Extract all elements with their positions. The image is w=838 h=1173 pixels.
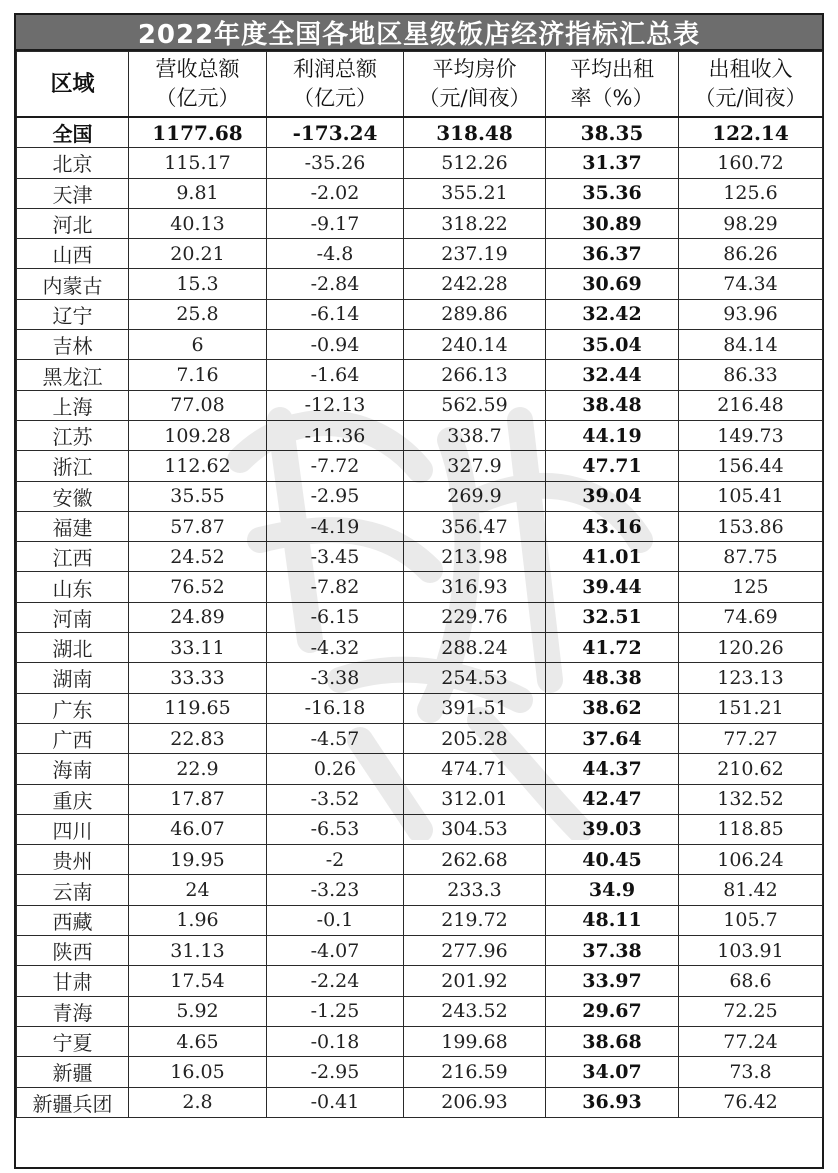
revenue-cell: 24 [129,875,267,905]
revenue-cell: 24.89 [129,602,267,632]
room-income-cell: 86.26 [679,239,823,269]
room-income-cell: 122.14 [679,117,823,148]
room-price-cell: 289.86 [404,299,546,329]
revenue-cell: 7.16 [129,360,267,390]
profit-cell: -4.19 [267,511,404,541]
room-price-cell: 356.47 [404,511,546,541]
table-row [17,905,823,935]
profit-cell: -12.13 [267,390,404,420]
occupancy-rate-cell: 35.36 [546,178,679,208]
profit-cell: -9.17 [267,208,404,238]
revenue-cell: 109.28 [129,420,267,450]
region-cell: 上海 [17,390,129,420]
revenue-cell: 1177.68 [129,117,267,148]
profit-cell: -2.95 [267,1057,404,1087]
region-cell: 浙江 [17,451,129,481]
profit-cell: -7.72 [267,451,404,481]
occupancy-rate-cell: 42.47 [546,784,679,814]
profit-cell: -3.38 [267,663,404,693]
header-row [17,52,823,118]
room-income-cell: 68.6 [679,966,823,996]
room-income-cell: 77.27 [679,723,823,753]
region-cell: 贵州 [17,845,129,875]
header-unit: （元/间夜） [418,86,531,110]
room-income-cell: 84.14 [679,330,823,360]
occupancy-rate-cell: 38.68 [546,1026,679,1056]
room-price-cell: 304.53 [404,814,546,844]
stats-table-sheet [14,13,824,1169]
profit-cell: -0.18 [267,1026,404,1056]
occupancy-rate-cell: 47.71 [546,451,679,481]
room-income-cell: 105.7 [679,905,823,935]
room-price-cell: 199.68 [404,1026,546,1056]
occupancy-rate-cell: 41.01 [546,542,679,572]
table-row [17,1087,823,1117]
header-line: 出租收入 [708,57,793,81]
table-row [17,814,823,844]
table-row [17,966,823,996]
occupancy-rate-cell: 32.44 [546,360,679,390]
revenue-cell: 5.92 [129,996,267,1026]
revenue-cell: 33.33 [129,663,267,693]
column-header-room-income [679,52,823,118]
table-row [17,178,823,208]
region-cell: 新疆 [17,1057,129,1087]
room-income-cell: 72.25 [679,996,823,1026]
revenue-cell: 119.65 [129,693,267,723]
revenue-cell: 115.17 [129,148,267,178]
occupancy-rate-cell: 39.04 [546,481,679,511]
room-price-cell: 206.93 [404,1087,546,1117]
occupancy-rate-cell: 34.07 [546,1057,679,1087]
profit-cell: -6.15 [267,602,404,632]
room-income-cell: 93.96 [679,299,823,329]
room-income-cell: 123.13 [679,663,823,693]
occupancy-rate-cell: 32.42 [546,299,679,329]
header-unit: （元/间夜） [694,86,807,110]
region-cell: 天津 [17,178,129,208]
room-income-cell: 149.73 [679,420,823,450]
region-cell: 河南 [17,602,129,632]
profit-cell: -4.32 [267,633,404,663]
room-income-cell: 74.34 [679,269,823,299]
revenue-cell: 1.96 [129,905,267,935]
revenue-cell: 31.13 [129,936,267,966]
table-row [17,511,823,541]
region-cell: 安徽 [17,481,129,511]
room-income-cell: 103.91 [679,936,823,966]
occupancy-rate-cell: 32.51 [546,602,679,632]
revenue-cell: 22.9 [129,754,267,784]
revenue-cell: 35.55 [129,481,267,511]
region-cell: 四川 [17,814,129,844]
room-income-cell: 216.48 [679,390,823,420]
room-price-cell: 316.93 [404,572,546,602]
room-price-cell: 318.22 [404,208,546,238]
region-cell: 宁夏 [17,1026,129,1056]
table-row [17,936,823,966]
column-header-revenue [129,52,267,118]
table-row [17,845,823,875]
occupancy-rate-cell: 44.37 [546,754,679,784]
region-cell: 广西 [17,723,129,753]
room-income-cell: 153.86 [679,511,823,541]
table-row [17,784,823,814]
revenue-cell: 19.95 [129,845,267,875]
table-row [17,754,823,784]
room-price-cell: 512.26 [404,148,546,178]
revenue-cell: 112.62 [129,451,267,481]
room-price-cell: 254.53 [404,663,546,693]
table-row [17,572,823,602]
region-cell: 湖南 [17,663,129,693]
table-row [17,420,823,450]
header-unit: （亿元） [155,86,240,110]
region-cell: 西藏 [17,905,129,935]
room-price-cell: 338.7 [404,420,546,450]
table-title: 2022年度全国各地区星级饭店经济指标汇总表 [16,15,822,51]
region-cell: 陕西 [17,936,129,966]
region-cell: 甘肃 [17,966,129,996]
occupancy-rate-cell: 48.11 [546,905,679,935]
room-income-cell: 105.41 [679,481,823,511]
profit-cell: -6.14 [267,299,404,329]
occupancy-rate-cell: 48.38 [546,663,679,693]
room-income-cell: 81.42 [679,875,823,905]
revenue-cell: 2.8 [129,1087,267,1117]
table-row [17,208,823,238]
profit-cell: -4.07 [267,936,404,966]
revenue-cell: 57.87 [129,511,267,541]
table-body [17,117,823,1117]
profit-cell: -6.53 [267,814,404,844]
table-row [17,269,823,299]
occupancy-rate-cell: 39.44 [546,572,679,602]
profit-cell: -173.24 [267,117,404,148]
table-row [17,360,823,390]
column-header-region: 区域 [17,52,129,118]
profit-cell: -4.57 [267,723,404,753]
region-cell: 湖北 [17,633,129,663]
room-income-cell: 77.24 [679,1026,823,1056]
region-cell: 重庆 [17,784,129,814]
profit-cell: -2.95 [267,481,404,511]
profit-cell: -3.52 [267,784,404,814]
occupancy-rate-cell: 37.64 [546,723,679,753]
room-price-cell: 242.28 [404,269,546,299]
room-income-cell: 120.26 [679,633,823,663]
table-row [17,693,823,723]
header-line: 平均房价 [432,57,517,81]
occupancy-rate-cell: 38.62 [546,693,679,723]
room-income-cell: 125 [679,572,823,602]
table-row [17,451,823,481]
occupancy-rate-cell: 36.93 [546,1087,679,1117]
room-income-cell: 151.21 [679,693,823,723]
room-price-cell: 562.59 [404,390,546,420]
room-price-cell: 277.96 [404,936,546,966]
profit-cell: -16.18 [267,693,404,723]
region-cell: 新疆兵团 [17,1087,129,1117]
occupancy-rate-cell: 38.35 [546,117,679,148]
profit-cell: -11.36 [267,420,404,450]
room-price-cell: 269.9 [404,481,546,511]
region-cell: 山西 [17,239,129,269]
room-price-cell: 391.51 [404,693,546,723]
occupancy-rate-cell: 44.19 [546,420,679,450]
profit-cell: -3.23 [267,875,404,905]
occupancy-rate-cell: 36.37 [546,239,679,269]
profit-cell: -2.84 [267,269,404,299]
column-header-room-price [404,52,546,118]
revenue-cell: 16.05 [129,1057,267,1087]
table-row [17,633,823,663]
profit-cell: -0.41 [267,1087,404,1117]
header-line: 利润总额 [293,57,377,81]
occupancy-rate-cell: 33.97 [546,966,679,996]
profit-cell: 0.26 [267,754,404,784]
occupancy-rate-cell: 43.16 [546,511,679,541]
revenue-cell: 4.65 [129,1026,267,1056]
revenue-cell: 25.8 [129,299,267,329]
room-income-cell: 86.33 [679,360,823,390]
table-row [17,996,823,1026]
profit-cell: -0.94 [267,330,404,360]
region-cell: 海南 [17,754,129,784]
revenue-cell: 46.07 [129,814,267,844]
occupancy-rate-cell: 39.03 [546,814,679,844]
region-cell: 福建 [17,511,129,541]
room-price-cell: 243.52 [404,996,546,1026]
profit-cell: -2.02 [267,178,404,208]
revenue-cell: 33.11 [129,633,267,663]
profit-cell: -1.25 [267,996,404,1026]
profit-cell: -2.24 [267,966,404,996]
profit-cell: -35.26 [267,148,404,178]
table-row [17,148,823,178]
occupancy-rate-cell: 35.04 [546,330,679,360]
profit-cell: -7.82 [267,572,404,602]
room-price-cell: 327.9 [404,451,546,481]
region-cell: 河北 [17,208,129,238]
room-income-cell: 210.62 [679,754,823,784]
revenue-cell: 77.08 [129,390,267,420]
revenue-cell: 15.3 [129,269,267,299]
table-row [17,1057,823,1087]
room-price-cell: 312.01 [404,784,546,814]
occupancy-rate-cell: 38.48 [546,390,679,420]
region-cell: 内蒙古 [17,269,129,299]
room-income-cell: 132.52 [679,784,823,814]
region-cell: 黑龙江 [17,360,129,390]
revenue-cell: 24.52 [129,542,267,572]
occupancy-rate-cell: 31.37 [546,148,679,178]
table-row [17,1026,823,1056]
room-price-cell: 262.68 [404,845,546,875]
room-price-cell: 233.3 [404,875,546,905]
room-income-cell: 74.69 [679,602,823,632]
table-row [17,239,823,269]
room-income-cell: 125.6 [679,178,823,208]
room-income-cell: 118.85 [679,814,823,844]
room-price-cell: 201.92 [404,966,546,996]
header-line: 营收总额 [155,57,240,81]
column-header-occupancy-rate [546,52,679,118]
header-unit: 率（%） [570,86,654,110]
region-cell: 北京 [17,148,129,178]
room-price-cell: 318.48 [404,117,546,148]
occupancy-rate-cell: 34.9 [546,875,679,905]
room-price-cell: 237.19 [404,239,546,269]
region-cell: 青海 [17,996,129,1026]
profit-cell: -2 [267,845,404,875]
room-price-cell: 355.21 [404,178,546,208]
header-line: 平均出租 [570,57,654,81]
profit-cell: -3.45 [267,542,404,572]
revenue-cell: 22.83 [129,723,267,753]
room-income-cell: 156.44 [679,451,823,481]
occupancy-rate-cell: 41.72 [546,633,679,663]
profit-cell: -0.1 [267,905,404,935]
region-cell: 广东 [17,693,129,723]
revenue-cell: 9.81 [129,178,267,208]
room-income-cell: 106.24 [679,845,823,875]
table-row-total [17,117,823,148]
revenue-cell: 17.54 [129,966,267,996]
region-cell: 江苏 [17,420,129,450]
room-price-cell: 219.72 [404,905,546,935]
region-cell: 江西 [17,542,129,572]
column-header-profit [267,52,404,118]
table-row [17,602,823,632]
region-cell: 吉林 [17,330,129,360]
table-row [17,542,823,572]
room-price-cell: 216.59 [404,1057,546,1087]
table-row [17,299,823,329]
occupancy-rate-cell: 30.89 [546,208,679,238]
revenue-cell: 17.87 [129,784,267,814]
revenue-cell: 6 [129,330,267,360]
table-row [17,875,823,905]
occupancy-rate-cell: 40.45 [546,845,679,875]
room-price-cell: 474.71 [404,754,546,784]
table-row [17,390,823,420]
region-cell: 全国 [17,117,129,148]
room-price-cell: 205.28 [404,723,546,753]
hotel-stats-table [16,51,823,1118]
room-income-cell: 160.72 [679,148,823,178]
room-price-cell: 266.13 [404,360,546,390]
room-price-cell: 213.98 [404,542,546,572]
table-row [17,723,823,753]
room-income-cell: 87.75 [679,542,823,572]
profit-cell: -1.64 [267,360,404,390]
header-unit: （亿元） [293,86,377,110]
revenue-cell: 20.21 [129,239,267,269]
room-income-cell: 73.8 [679,1057,823,1087]
region-cell: 云南 [17,875,129,905]
revenue-cell: 76.52 [129,572,267,602]
table-row [17,330,823,360]
region-cell: 辽宁 [17,299,129,329]
profit-cell: -4.8 [267,239,404,269]
room-price-cell: 229.76 [404,602,546,632]
region-cell: 山东 [17,572,129,602]
room-income-cell: 76.42 [679,1087,823,1117]
revenue-cell: 40.13 [129,208,267,238]
occupancy-rate-cell: 30.69 [546,269,679,299]
occupancy-rate-cell: 29.67 [546,996,679,1026]
room-price-cell: 288.24 [404,633,546,663]
room-price-cell: 240.14 [404,330,546,360]
table-row [17,663,823,693]
occupancy-rate-cell: 37.38 [546,936,679,966]
room-income-cell: 98.29 [679,208,823,238]
table-row [17,481,823,511]
